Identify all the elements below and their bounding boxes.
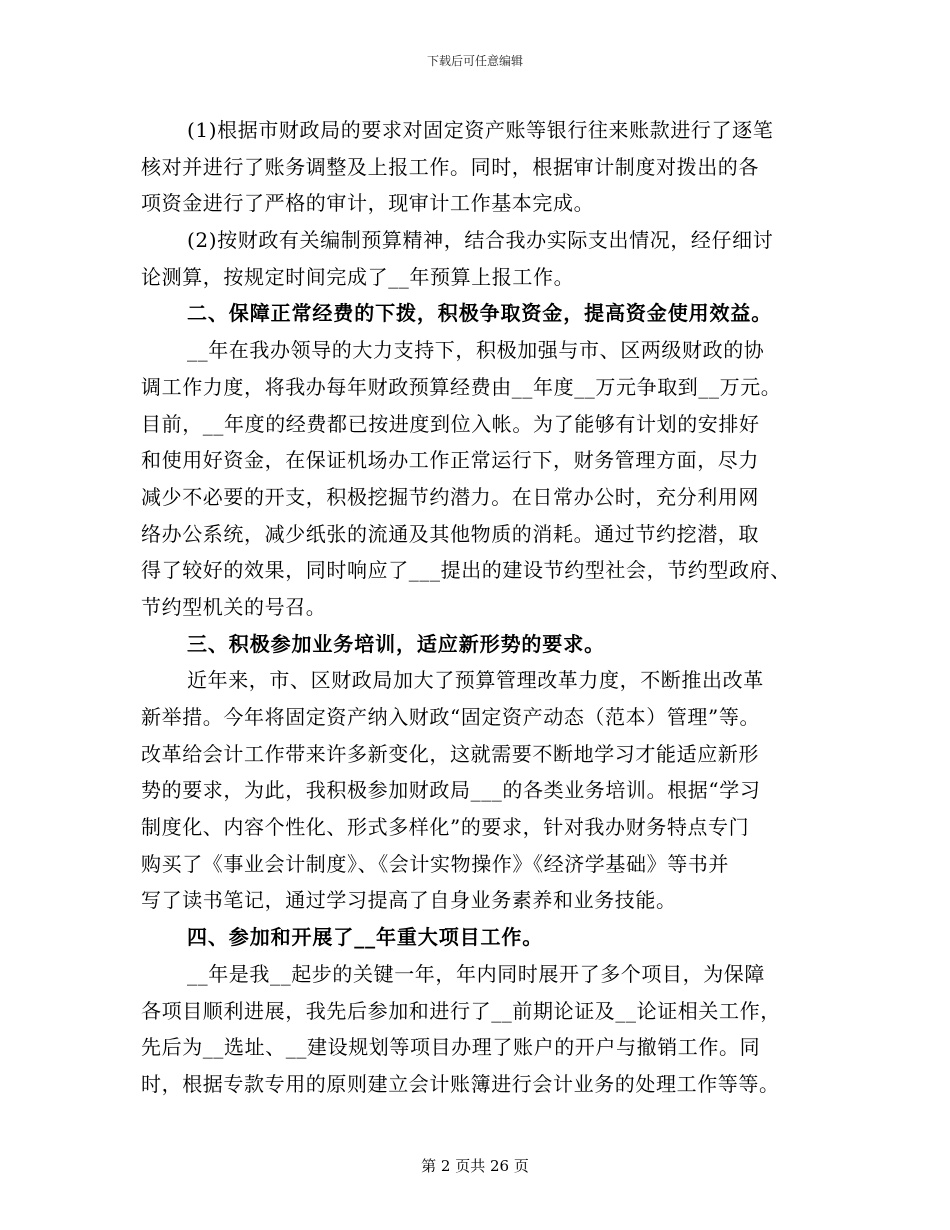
paragraph-line: __年是我__起步的关键一年，年内同时展开了多个项目，为保障 (187, 961, 765, 986)
paragraph-line: __年在我办领导的大力支持下，积极加强与市、区两级财政的协 (187, 338, 765, 363)
paragraph-line: 络办公系统，减少纸张的流通及其他物质的消耗。通过节约挖潜，取 (141, 521, 759, 546)
document-body (141, 112, 813, 1103)
paragraph-line: 和使用好资金，在保证机场办工作正常运行下，财务管理方面，尽力 (141, 448, 759, 473)
paragraph-line: 新举措。今年将固定资产纳入财政“固定资产动态（范本）管理”等。 (141, 705, 761, 729)
paragraph-line: 节约型机关的号召。 (141, 594, 327, 619)
paragraph-line: 势的要求，为此，我积极参加财政局___的各类业务培训。根据“学习 (141, 778, 761, 803)
paragraph-line: 减少不必要的开支，积极挖掘节约潜力。在日常办公时，充分利用网 (141, 484, 759, 509)
page-footer: 第 2 页共 26 页 (421, 1157, 529, 1175)
paragraph-line: 先后为__选址、__建设规划等项目办理了账户的开户与撤销工作。同 (141, 1035, 761, 1060)
paragraph-line: 改革给会计工作带来许多新变化，这就需要不断地学习才能适应新形 (141, 741, 759, 766)
section-heading: 三、积极参加业务培训，适应新形势的要求。 (187, 631, 605, 656)
paragraph-line: 时，根据专款专用的原则建立会计账簿进行会计业务的处理工作等等。 (141, 1071, 780, 1096)
paragraph-line: (1)根据市财政局的要求对固定资产账等银行往来账款进行了逐笔 (187, 118, 774, 142)
paragraph-line: 制度化、内容个性化、形式多样化”的要求，针对我办财务特点专门 (141, 815, 750, 840)
section-heading: 四、参加和开展了__年重大项目工作。 (187, 925, 544, 950)
paragraph-line: 目前，__年度的经费都已按进度到位入帐。为了能够有计划的安排好 (141, 411, 760, 436)
paragraph-line: 项资金进行了严格的审计，现审计工作基本完成。 (141, 191, 595, 216)
section-heading: 二、保障正常经费的下拨，积极争取资金，提高资金使用效益。 (187, 301, 773, 326)
paragraph-line: 写了读书笔记，通过学习提高了自身业务素养和业务技能。 (141, 888, 677, 913)
paragraph-line: 得了较好的效果，同时响应了___提出的建设节约型社会，节约型政府、 (141, 558, 791, 583)
page-header: 下载后可任意编辑 (426, 54, 523, 68)
paragraph-line: 近年来，市、区财政局加大了预算管理改革力度，不断推出改革 (187, 668, 764, 693)
paragraph-line: 论测算，按规定时间完成了__年预算上报工作。 (141, 264, 575, 289)
paragraph-line: 各项目顺利进展，我先后参加和进行了__前期论证及__论证相关工作， (141, 998, 781, 1023)
paragraph-line: (2)按财政有关编制预算精神，结合我办实际支出情况，经仔细讨 (187, 228, 774, 253)
paragraph-line: 核对并进行了账务调整及上报工作。同时，根据审计制度对拨出的各 (141, 154, 759, 179)
paragraph-line: 调工作力度，将我办每年财政预算经费由__年度__万元争取到__万元。 (141, 374, 782, 399)
paragraph-line: 购买了《事业会计制度》、《会计实物操作》《经济学基础》等书并 (141, 851, 729, 876)
